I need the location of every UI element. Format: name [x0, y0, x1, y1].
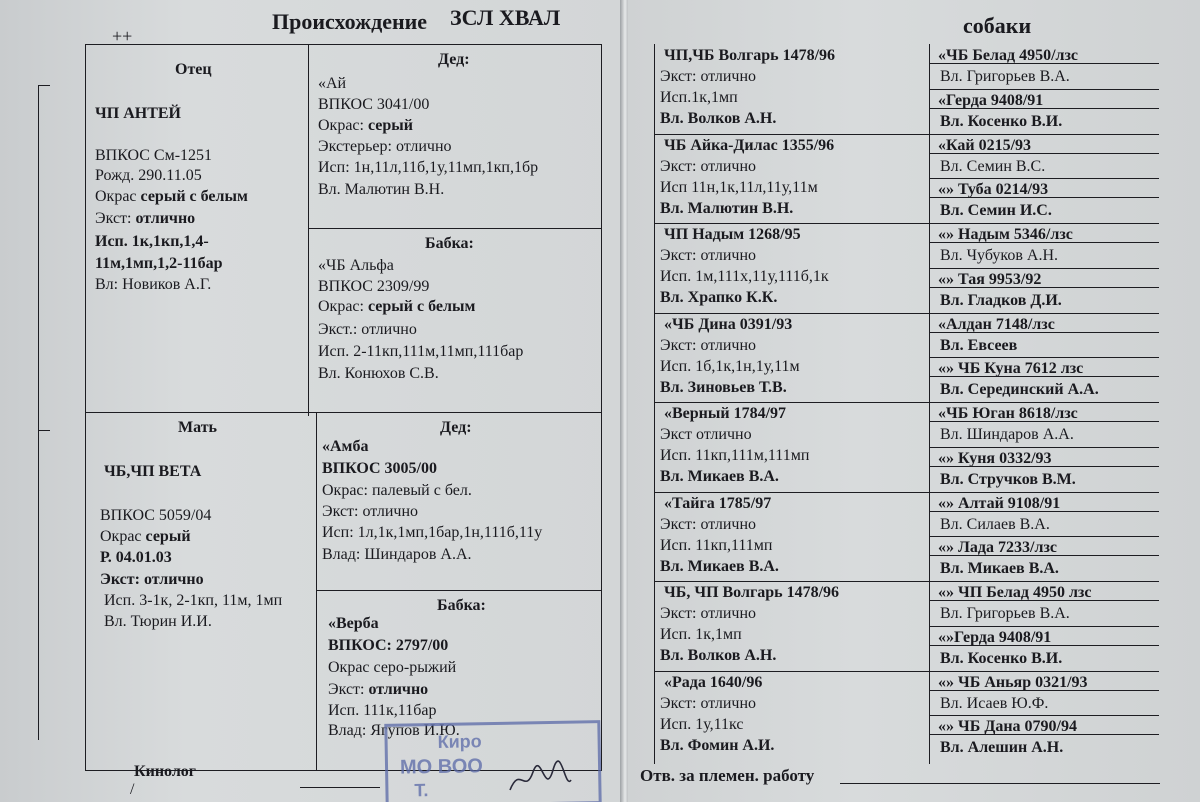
ggp-line-1: «Верный 1784/97: [664, 405, 787, 422]
ggp-row-line: [654, 581, 930, 582]
father-sire-color: серый: [367, 117, 413, 134]
mother-dam-name: «Верба: [328, 615, 379, 632]
fourth-gen-owner: Вл. Шиндаров А.А.: [940, 426, 1074, 443]
grid-line-father: [308, 228, 602, 229]
responsible-signature-line: [840, 783, 1160, 784]
fourth-gen-row-line: [929, 671, 1159, 672]
fourth-gen-name: «» Лада 7233/лзс: [938, 539, 1057, 557]
father-sire-name: «Ай: [318, 75, 347, 92]
ggp-line-1: ЧП,ЧБ Волгарь 1478/96: [664, 47, 836, 64]
father-sire-tests: Исп: 1н,11л,11б,1у,11мп,1кп,1бр: [318, 159, 539, 176]
mother-sire-tests: Исп: 1л,1к,1мп,1бар,1н,111б,11у: [322, 524, 543, 541]
fourth-gen-owner: Вл. Григорьев В.А.: [940, 68, 1070, 85]
mother-ext: Экст: отлично: [100, 571, 204, 588]
ggp-row-line: [654, 671, 930, 672]
fourth-gen-row-line: [929, 447, 1159, 448]
bracket-line: [38, 85, 39, 740]
father-sire-heading: Дед:: [438, 51, 470, 68]
father-color-label: Окрас: [95, 188, 137, 205]
mother-sire-reg: ВПКОС 3005/00: [322, 460, 437, 477]
mother-tests: Исп. 3-1к, 2-1кп, 11м, 1мп: [104, 592, 283, 609]
father-tests-2: 11м,1мп,1,2-11бар: [95, 255, 223, 272]
fourth-gen-name: «» Куня 0332/93: [938, 449, 1052, 467]
bracket-mid: [38, 430, 50, 431]
fourth-gen-name: «» Туба 0214/93: [938, 181, 1049, 199]
fourth-gen-name: «» ЧП Белад 4950 лзс: [938, 584, 1092, 601]
father-dam-color-row: [318, 297, 475, 317]
responsible-label: Отв. за племен. работу: [640, 766, 815, 785]
ggp-line-1: «Тайга 1785/97: [664, 494, 772, 512]
father-color-row: [95, 187, 248, 207]
grid-mid-line: [85, 412, 602, 413]
mother-dam-tests: Исп. 111к,11бар: [328, 702, 437, 719]
father-sire-color-row: [318, 116, 413, 136]
handwritten-signature: [505, 760, 575, 800]
father-name: ЧП АНТЕЙ: [95, 105, 181, 122]
fourth-gen-name: «ЧБ Юган 8618/лзс: [938, 405, 1078, 422]
mother-sire-ext: Экст: отлично: [322, 503, 419, 520]
mother-sire-name: «Амба: [322, 438, 369, 455]
father-dam-color-label: Окрас:: [318, 298, 364, 315]
mother-color-label: Окрас: [100, 528, 142, 545]
fourth-gen-row-line: [929, 715, 1159, 716]
father-dam-name: «ЧБ Альфа: [318, 257, 394, 274]
fourth-gen-owner: Вл. Чубуков А.Н.: [940, 247, 1058, 264]
ggp-line-2: Экст: отлично: [660, 247, 757, 264]
ggp-line-4: Вл. Волков А.Н.: [660, 647, 777, 664]
fourth-gen-row-line: [929, 223, 1159, 224]
father-dam-owner: Вл. Конюхов С.В.: [318, 365, 439, 382]
mother-dam-color: Окрас серо-рыжий: [328, 659, 457, 676]
fourth-gen-row-line: [929, 134, 1159, 135]
mother-sire-heading: Дед:: [440, 419, 472, 436]
mother-color-row: [100, 527, 191, 547]
grid-divider-bottom: [316, 412, 317, 770]
fourth-gen-owner: Вл. Алешин А.Н.: [940, 739, 1064, 757]
fourth-gen-name: «» ЧБ Аньяр 0321/93: [938, 673, 1088, 691]
mother-owner: Вл. Тюрин И.И.: [104, 613, 212, 630]
ggp-row-line: [654, 134, 930, 135]
fourth-gen-owner: Вл. Исаев Ю.Ф.: [940, 694, 1049, 712]
fourth-gen-row-line: [929, 536, 1159, 537]
father-tests-1: Исп. 1к,1кп,1,4-: [95, 233, 209, 250]
ggp-line-1: «Рада 1640/96: [664, 673, 763, 691]
ggp-line-3: Исп.1к,1мп: [660, 89, 738, 106]
stamp-line-2: МО ВОО: [399, 755, 484, 779]
ggp-line-4: Вл. Фомин А.И.: [660, 736, 775, 754]
father-ext-row: [95, 209, 195, 229]
fourth-gen-owner: Вл. Силаев В.А.: [940, 515, 1050, 533]
ggp-row-line: [654, 313, 930, 314]
ggp-line-3: Исп. 1к,1мп: [660, 626, 742, 643]
father-ext: отлично: [135, 210, 196, 227]
ggp-line-3: Исп. 1б,1к,1н,1у,11м: [660, 357, 800, 375]
mother-dam-heading: Бабка:: [437, 597, 486, 614]
father-dam-tests: Исп. 2-11кп,111м,11мп,111бар: [318, 343, 524, 360]
fourth-gen-owner: Вл. Стручков В.М.: [940, 470, 1076, 488]
fourth-gen-name: «Герда 9408/91: [938, 91, 1044, 109]
fourth-gen-row-line: [929, 357, 1159, 358]
mother-color: серый: [145, 528, 191, 545]
ggp-row-line: [654, 223, 930, 224]
father-born: Рожд. 290.11.05: [95, 167, 202, 184]
bracket-top: [38, 85, 50, 86]
fourth-gen-name: «» Тая 9953/92: [938, 270, 1042, 288]
fourth-gen-owner: Вл. Евсеев: [940, 336, 1018, 354]
right-page: [628, 0, 1200, 802]
ggp-line-4: Вл. Храпко К.К.: [660, 289, 778, 306]
mother-reg: ВПКОС 5059/04: [100, 507, 212, 524]
ggp-line-3: Исп. 11кп,111м,111мп: [660, 447, 810, 464]
father-sire-ext: Экстерьер: отлично: [318, 138, 452, 155]
fourth-gen-owner: Вл. Косенко В.И.: [940, 649, 1063, 667]
ggp-row-line: [654, 492, 930, 493]
fourth-gen-name: «ЧБ Белад 4950/лзс: [938, 47, 1079, 64]
ggp-line-3: Исп. 1у,11кс: [660, 715, 744, 733]
father-dam-reg: ВПКОС 2309/99: [318, 278, 430, 295]
ggp-line-2: Экст: отлично: [660, 68, 757, 85]
fourth-gen-owner: Вл. Микаев В.А.: [940, 560, 1059, 578]
ggp-line-2: Экст: отлично: [660, 694, 757, 712]
father-dam-ext: Экст.: отлично: [318, 321, 417, 338]
mother-name: ЧБ,ЧП ВЕТА: [104, 463, 202, 480]
ggp-line-2: Экст: отлично: [660, 336, 757, 354]
fourth-gen-owner: Вл. Григорьев В.А.: [940, 605, 1070, 622]
fourth-gen-owner: Вл. Серединский А.А.: [940, 381, 1099, 399]
title-dog-name: ЗСЛ ХВАЛ: [450, 5, 561, 30]
ggp-line-1: ЧБ, ЧП Волгарь 1478/96: [664, 584, 840, 601]
father-sire-color-label: Окрас:: [318, 117, 364, 134]
stamp-line-3: Т.: [414, 780, 429, 801]
father-dam-heading: Бабка:: [425, 235, 474, 252]
ggp-left-border: [654, 44, 655, 764]
mother-dam-reg: ВПКОС: 2797/00: [328, 637, 449, 654]
fourth-gen-row-line: [929, 402, 1159, 403]
ggp-line-2: Экст: отлично: [660, 515, 757, 533]
ggp-line-4: Вл. Малютин В.Н.: [660, 199, 794, 217]
ggp-line-4: Вл. Зиновьев Т.В.: [660, 378, 787, 396]
fourth-gen-name: «» ЧБ Куна 7612 лзс: [938, 360, 1084, 378]
mother-sire-owner: Влад: Шиндаров А.А.: [322, 546, 472, 563]
fourth-gen-row-line: [929, 268, 1159, 269]
father-sire-reg: ВПКОС 3041/00: [318, 96, 430, 113]
father-heading: Отец: [175, 61, 212, 78]
fourth-gen-row-line: [929, 492, 1159, 493]
fourth-gen-owner: Вл. Гладков Д.И.: [940, 291, 1062, 309]
ggp-line-4: Вл. Микаев В.А.: [660, 468, 779, 485]
fourth-gen-name: «Алдан 7148/лзс: [938, 315, 1055, 333]
ggp-row-line: [654, 402, 930, 403]
fourth-gen-row-line: [929, 178, 1159, 179]
father-sire-owner: Вл. Малютин В.Н.: [318, 181, 445, 198]
fourth-gen-owner: Вл. Семин В.С.: [940, 157, 1046, 175]
ggp-line-2: Экст отлично: [660, 426, 752, 443]
title-origin: Происхождение: [272, 9, 428, 34]
mother-born: Р. 04.01.03: [100, 549, 172, 566]
father-dam-color: серый с белым: [367, 298, 476, 315]
fourth-gen-owner: Вл. Семин И.С.: [940, 202, 1052, 220]
plus-mark: ++: [112, 26, 133, 46]
fourth-gen-name: «Кай 0215/93: [938, 136, 1032, 154]
fourth-gen-row-line: [929, 626, 1159, 627]
grid-line-mother: [316, 590, 602, 591]
father-reg: ВПКОС См-1251: [95, 147, 213, 164]
mother-dam-ext-label: Экст:: [328, 681, 365, 698]
father-ext-label: Экст:: [95, 210, 132, 227]
fourth-gen-row-line: [929, 581, 1159, 582]
grid-divider-top: [308, 44, 309, 416]
fourth-gen-name: «»Герда 9408/91: [938, 628, 1052, 646]
mother-dam-owner: Влад: Ягупов И.Ю.: [328, 722, 460, 739]
fourth-gen-name: «» Надым 5346/лзс: [938, 226, 1073, 243]
fourth-gen-name: «» Алтай 9108/91: [938, 494, 1061, 512]
ggp-line-3: Исп. 1м,111х,11у,111б,1к: [660, 268, 829, 285]
father-color: серый с белым: [140, 188, 248, 205]
ggp-line-4: Вл. Волков А.Н.: [660, 110, 777, 127]
kinolog-label: Кинолог: [134, 763, 197, 780]
father-owner: Вл: Новиков А.Г.: [95, 276, 212, 293]
ggp-line-3: Исп. 11кп,111мп: [660, 536, 773, 554]
ggp-line-3: Исп 11н,1к,11л,11у,11м: [660, 178, 818, 196]
ggp-line-1: ЧП Надым 1268/95: [664, 226, 801, 243]
stamp-line-1: Киро: [437, 731, 482, 752]
ggp-line-4: Вл. Микаев В.А.: [660, 557, 779, 575]
ggp-line-2: Экст: отлично: [660, 157, 757, 175]
ggp-line-2: Экст: отлично: [660, 605, 757, 622]
ggp-line-1: ЧБ Айка-Дилас 1355/96: [664, 136, 835, 154]
mother-heading: Мать: [178, 419, 218, 436]
title-dog: собаки: [963, 13, 1032, 38]
fourth-gen-row-line: [929, 313, 1159, 314]
kinolog-slash: /: [130, 781, 135, 798]
fourth-gen-name: «» ЧБ Дана 0790/94: [938, 718, 1077, 736]
mother-dam-ext: отлично: [368, 681, 429, 698]
ggp-line-1: «ЧБ Дина 0391/93: [664, 315, 793, 333]
fourth-gen-row-line: [929, 89, 1159, 90]
mother-sire-color: Окрас: палевый с бел.: [322, 482, 472, 499]
fourth-gen-owner: Вл. Косенко В.И.: [940, 112, 1063, 130]
mother-dam-ext-row: [328, 680, 428, 700]
kinolog-signature-line: [300, 787, 380, 788]
